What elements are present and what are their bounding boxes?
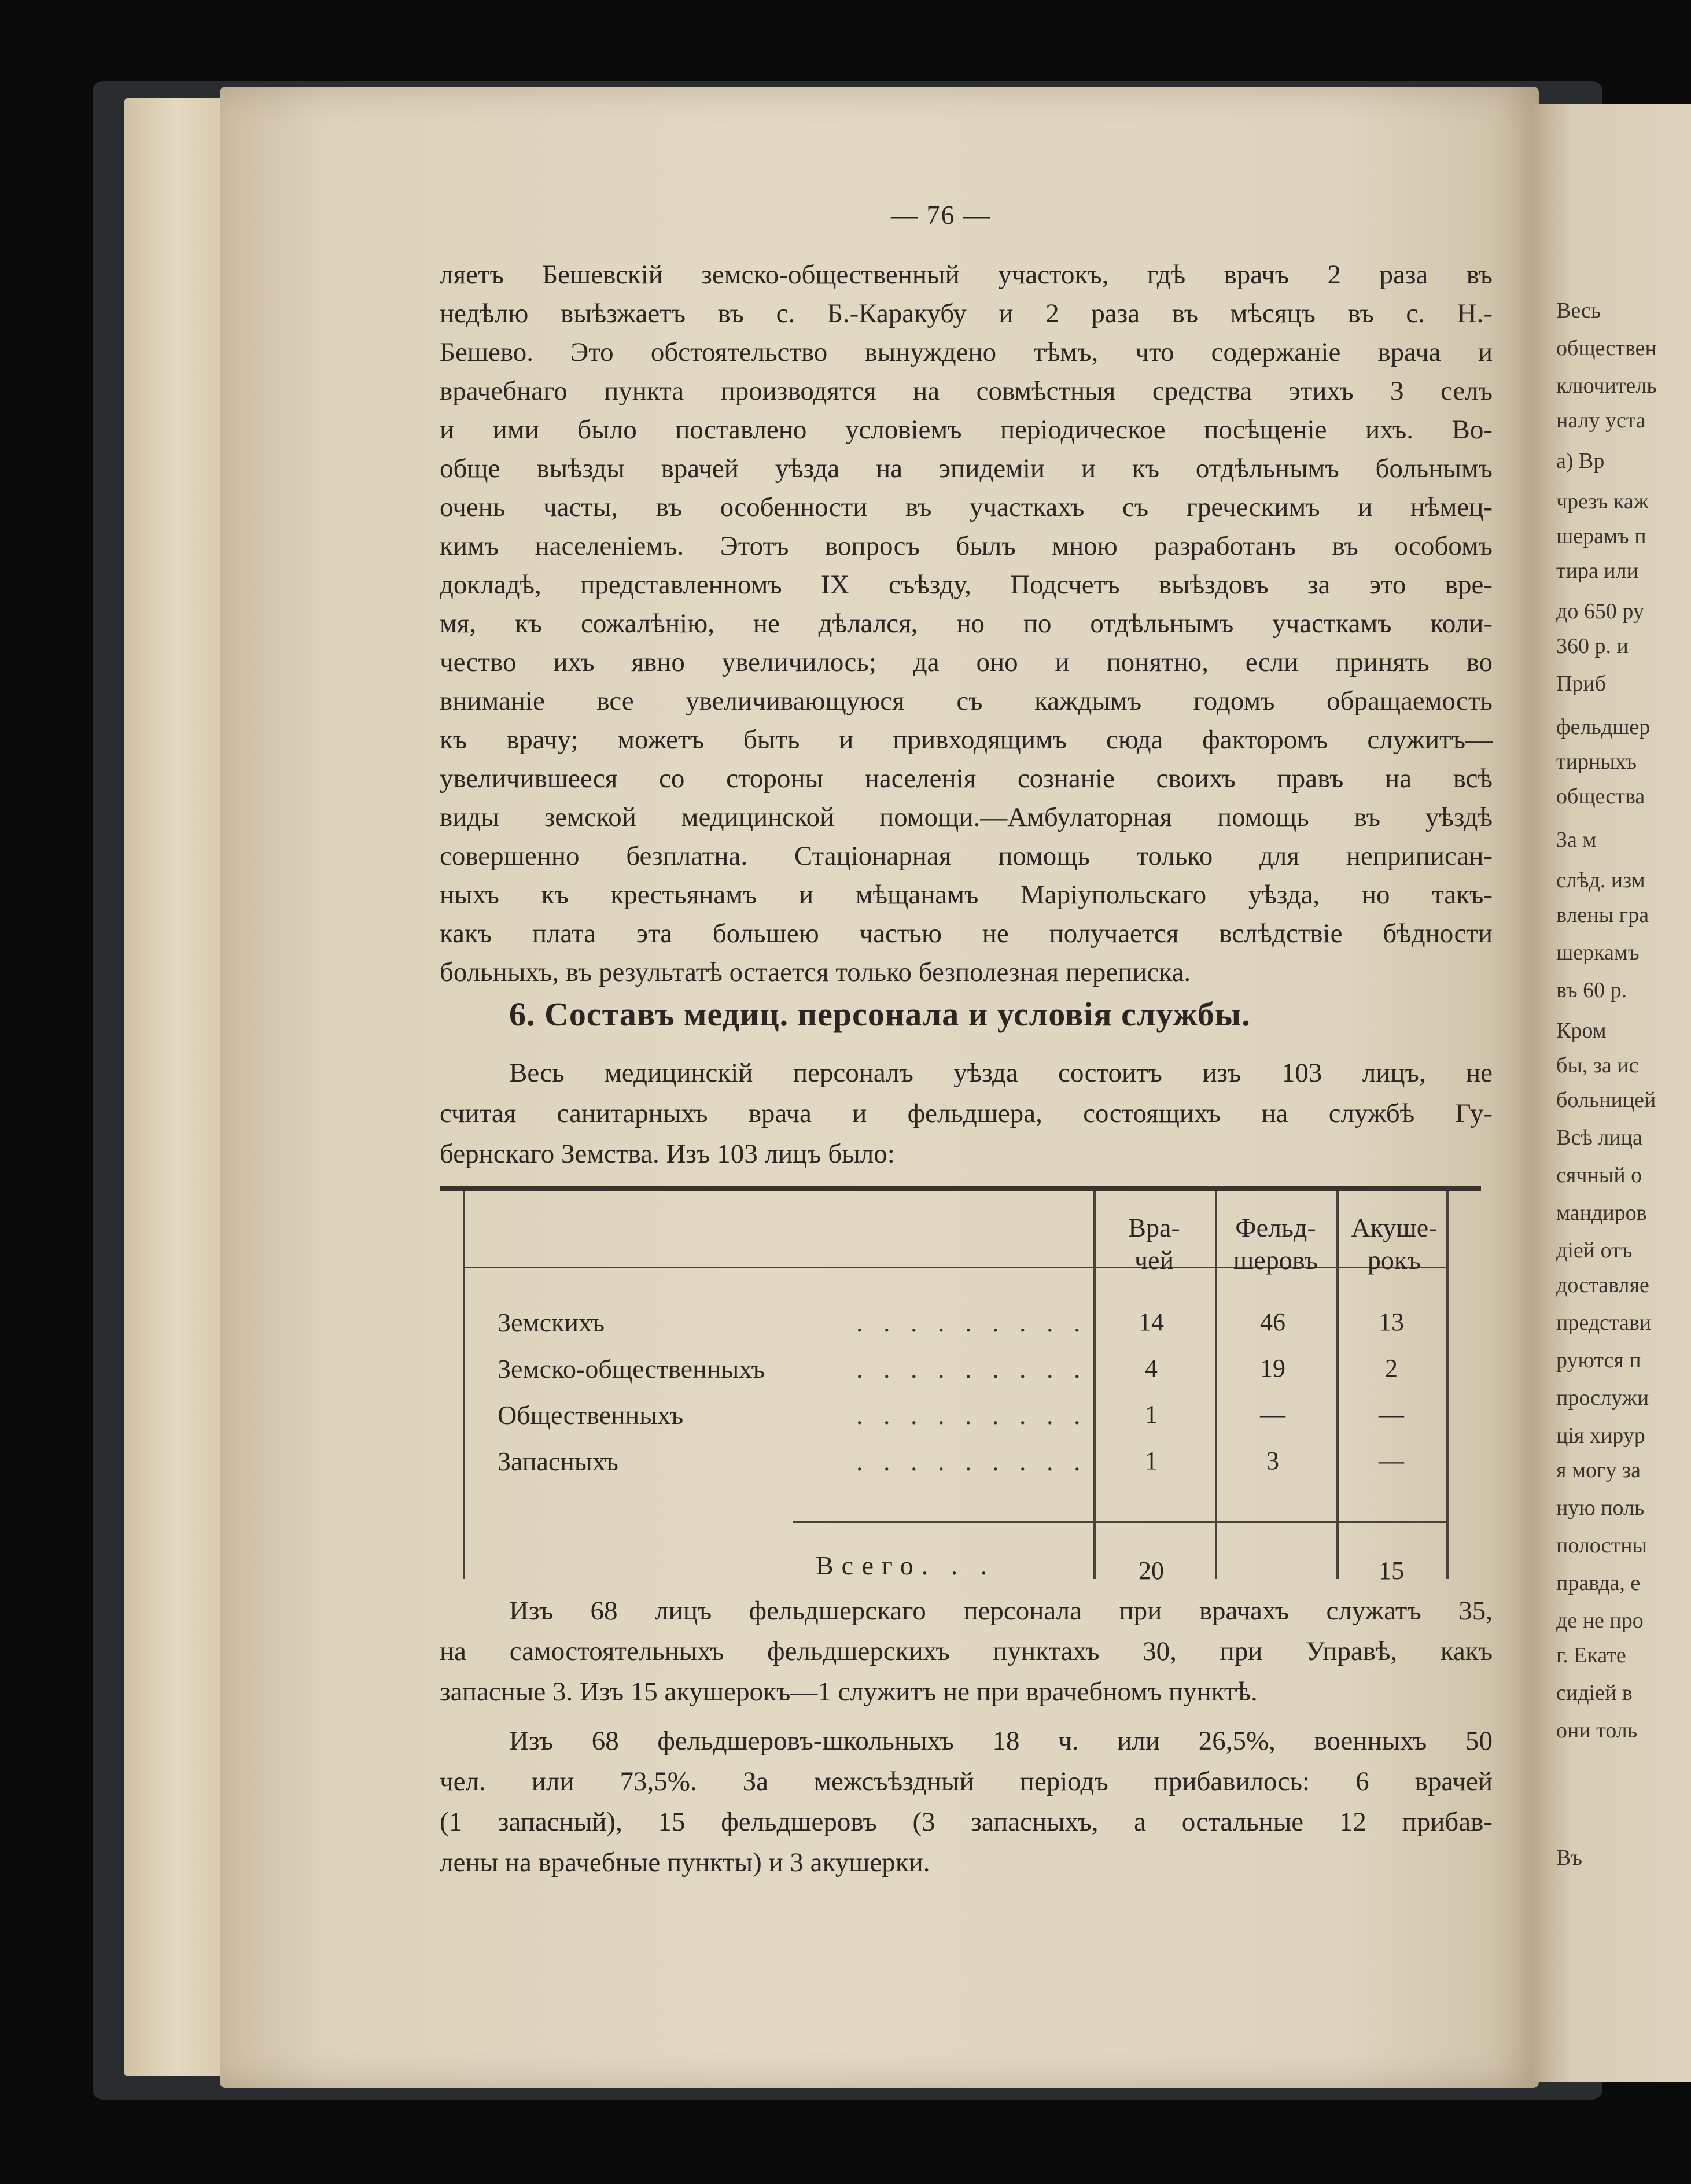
facing-page-text: мандиров [1556, 1201, 1647, 1225]
table-cell: 1 [1145, 1447, 1158, 1475]
total-midwives: 15 [1379, 1556, 1404, 1585]
text-line: докладѣ, представленномъ IX съѣзду, Подсчетъ выѣздовъ за это вре- [440, 570, 1493, 600]
row-label: Земскихъ [498, 1308, 605, 1337]
text-line: ныхъ къ крестьянамъ и мѣщанамъ Маріупольскаго уѣзда, но такъ- [440, 880, 1493, 910]
leader-dots: . . . . . . . . . [856, 1354, 1088, 1384]
facing-page-text: За м [1556, 828, 1597, 852]
text-line: чество ихъ явно увеличилось; да оно и понятно, если принять во [440, 647, 1493, 677]
text-line: Изъ 68 фельдшеровъ-школьныхъ 18 ч. или 26,5%, военныхъ 50 [509, 1726, 1493, 1756]
facing-page-text: представи [1556, 1311, 1652, 1335]
text-line: очень часты, въ особенности въ участкахъ съ греческимъ и нѣмец- [440, 492, 1493, 522]
table-cell: — [1379, 1400, 1404, 1429]
facing-page-text: діей отъ [1556, 1238, 1633, 1263]
text-line: мя, къ сожалѣнію, не дѣлался, но по отдѣльнымъ участкамъ коли- [440, 608, 1493, 639]
facing-page-text: де не про [1556, 1609, 1644, 1633]
table-cell: 14 [1139, 1308, 1164, 1336]
text-line: и ими было поставлено условіемъ періодическое посѣщеніе ихъ. Во- [440, 415, 1493, 445]
leader-dots: . . . . . . . . . [856, 1447, 1088, 1476]
facing-page-text: сидіей в [1556, 1681, 1633, 1705]
facing-page-text: ную поль [1556, 1496, 1645, 1520]
facing-page-text: ція хирур [1556, 1423, 1645, 1448]
facing-page-text: сячный о [1556, 1163, 1642, 1187]
text-line: увеличившееся со стороны населенія сознаніе своихъ правъ на всѣ [440, 763, 1493, 794]
leader-dots: . . . . . . . . . [856, 1400, 1088, 1430]
facing-page-text: они толь [1556, 1718, 1638, 1743]
facing-page-text: Въ [1556, 1846, 1582, 1870]
row-label: Общественныхъ [498, 1400, 684, 1430]
facing-page-text: я могу за [1556, 1458, 1641, 1482]
text-line: ляетъ Бешевскій земско-общественный участокъ, гдѣ врачъ 2 раза въ [440, 260, 1493, 290]
facing-page-text: Всѣ лица [1556, 1126, 1642, 1150]
facing-page-text: чрезъ каж [1556, 489, 1649, 514]
facing-page-text: 360 р. и [1556, 634, 1629, 658]
facing-page-text: руются п [1556, 1348, 1641, 1373]
facing-page-text: доставляе [1556, 1273, 1649, 1297]
facing-page-text: Кром [1556, 1019, 1607, 1043]
text-line: бернскаго Земства. Изъ 103 лицъ было: [440, 1139, 895, 1169]
facing-page-text: больницей [1556, 1088, 1656, 1112]
leader-dots: . . . . . . . . . [856, 1308, 1088, 1337]
facing-page-text: прослужи [1556, 1386, 1649, 1410]
facing-page-text: тирныхъ [1556, 750, 1637, 774]
facing-page-text: г. Екате [1556, 1643, 1626, 1667]
text-line: (1 запасный), 15 фельдшеровъ (3 запасныхъ, а остальные 12 прибав- [440, 1807, 1493, 1837]
table-top-rule [440, 1186, 1481, 1191]
text-line: виды земской медицинской помощи.—Амбулаторная помощь въ уѣздѣ [440, 802, 1493, 832]
text-line: врачебнаго пункта производятся на совмѣстныя средства этихъ 3 селъ [440, 376, 1493, 406]
facing-page-text: шерамъ п [1556, 524, 1646, 548]
text-line: на самостоятельныхъ фельдшерскихъ пунктахъ 30, при Управѣ, какъ [440, 1636, 1493, 1666]
text-line: запасные 3. Изъ 15 акушерокъ—1 служитъ не при врачебномъ пунктѣ. [440, 1677, 1258, 1707]
facing-page-text: фельдшер [1556, 715, 1651, 739]
table-cell: 13 [1379, 1308, 1404, 1336]
table-cell: 3 [1266, 1447, 1279, 1475]
total-label: Всего. . . [816, 1551, 996, 1580]
facing-page-text: обществен [1556, 336, 1657, 360]
facing-page-text: а) Вр [1556, 449, 1605, 473]
text-line: Изъ 68 лицъ фельдшерскаго персонала при врачахъ служатъ 35, [509, 1596, 1493, 1626]
table-cell: 46 [1260, 1308, 1285, 1336]
table-cell: — [1379, 1447, 1404, 1475]
facing-page-text: до 650 ру [1556, 599, 1644, 624]
table-left-border [463, 1191, 465, 1579]
facing-page-text: тира или [1556, 559, 1638, 583]
text-line: обще выѣзды врачей уѣзда на эпидеміи и къ отдѣльнымъ больнымъ [440, 453, 1493, 484]
facing-page-text: налу уста [1556, 408, 1646, 433]
text-line: кимъ населеніемъ. Этотъ вопросъ былъ мною разработанъ въ особомъ [440, 531, 1493, 561]
text-line: Бешево. Это обстоятельство вынуждено тѣмъ, что содержаніе врача и [440, 337, 1493, 367]
text-line: къ врачу; можетъ быть и привходящимъ сюда факторомъ служитъ— [440, 725, 1493, 755]
text-line: считая санитарныхъ врача и фельдшера, состоящихъ на службѣ Гу- [440, 1098, 1493, 1128]
column-header-feldshers: Фельд- шеровъ [1233, 1213, 1318, 1275]
section-heading: 6. Составъ медиц. персонала и условія службы. [509, 995, 1251, 1033]
table-cell: 4 [1145, 1354, 1158, 1382]
facing-page-text: шеркамъ [1556, 940, 1640, 965]
text-line: недѣлю выѣзжаетъ въ с. Б.-Каракубу и 2 раза въ мѣсяцъ въ с. Н.- [440, 298, 1493, 329]
text-line: вниманіе все увеличивающуюся съ каждымъ годомъ обращаемость [440, 686, 1493, 716]
row-label: Запасныхъ [498, 1447, 618, 1476]
column-header-midwives: Акуше- рокъ [1351, 1213, 1438, 1275]
facing-page-text: влены гра [1556, 903, 1649, 927]
facing-page-text: полостны [1556, 1533, 1648, 1558]
facing-page-text: общества [1556, 784, 1645, 809]
facing-page-text: Приб [1556, 672, 1607, 696]
facing-page-text: ключитель [1556, 374, 1657, 398]
facing-page-text: Весь [1556, 298, 1601, 323]
text-line: лены на врачебные пункты) и 3 акушерки. [440, 1847, 930, 1877]
column-header-doctors: Вра- чей [1128, 1213, 1180, 1275]
text-line: какъ плата эта большею частью не получается вслѣдствіе бѣдности [440, 918, 1493, 949]
text-line: больныхъ, въ результатѣ остается только безполезная переписка. [440, 957, 1191, 987]
facing-page-text: въ 60 р. [1556, 978, 1627, 1002]
table-total-rule [793, 1521, 1446, 1523]
table-cell: 19 [1260, 1354, 1285, 1382]
facing-page-text: слѣд. изм [1556, 868, 1645, 892]
text-line: чел. или 73,5%. За межсъѣздный періодъ прибавилось: 6 врачей [440, 1766, 1493, 1796]
table-cell: 1 [1145, 1400, 1158, 1429]
facing-page-text: правда, е [1556, 1571, 1641, 1595]
page-number: — 76 — [891, 200, 991, 230]
row-label: Земско-общественныхъ [498, 1354, 765, 1384]
text-line: совершенно безплатна. Стаціонарная помощь только для неприписан- [440, 841, 1493, 871]
table-cell: — [1260, 1400, 1285, 1429]
facing-page-text: бы, за ис [1556, 1053, 1639, 1078]
table-cell: 2 [1385, 1354, 1398, 1382]
total-doctors: 20 [1139, 1556, 1164, 1585]
text-line: Весь медицинскій персоналъ уѣзда состоитъ изъ 103 лицъ, не [509, 1058, 1493, 1088]
